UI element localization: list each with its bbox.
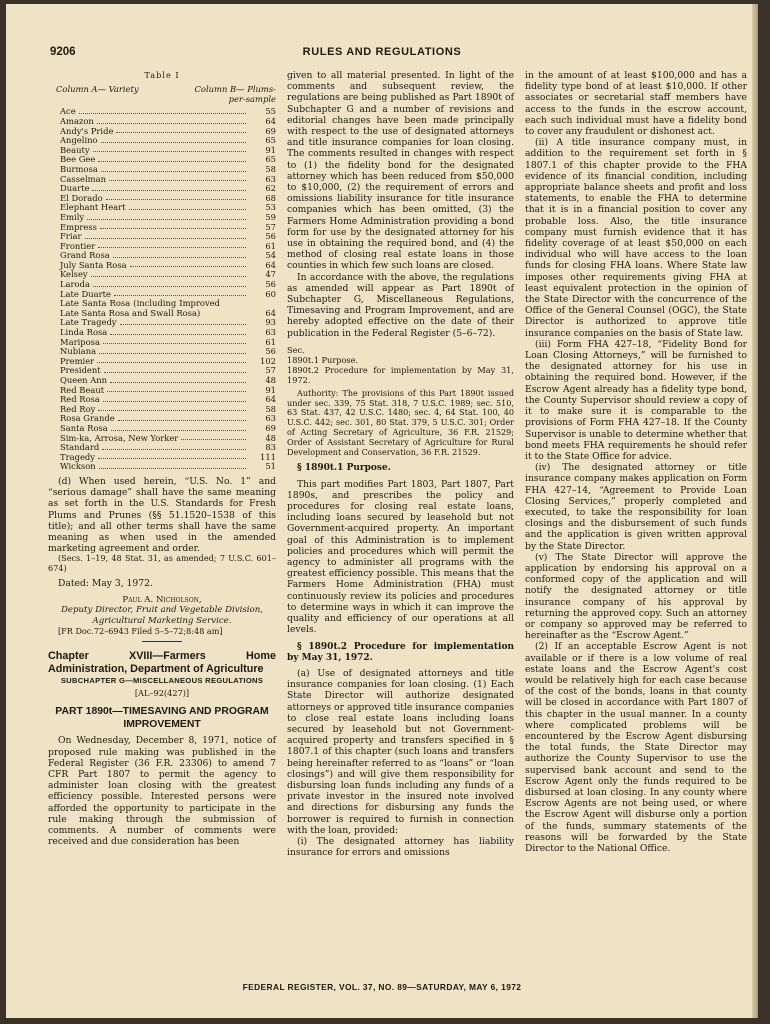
leader-dots	[99, 347, 246, 354]
leader-dots	[103, 338, 246, 345]
variety-cell: Late Santa Rosa (including Improved Late Santa Rosa and Swall Rosa)	[60, 298, 220, 318]
variety-cell: Premier	[60, 355, 95, 366]
variety-cell: Burmosa	[60, 163, 98, 174]
leader-dots	[93, 146, 246, 153]
plums-cell: 56	[265, 231, 276, 242]
preamble-continued: given to all material presented. In light of the comments and subsequent review, the regulations are being published as Part 1890t of Subchapter G and a number of revisions and editorial changes have been made principally with respect to the use of designated attorneys and title insurance companies for loan closing. The comments resulted in changes with respect to (1) the fidelity bond for the designated attorney which has been reduced from $50,000 to $10,000, (2) the requirement of errors and omissions liability insurance for title insurance companies which has been omitted, (3) the Farmers Home Administration providing a bond form for use by the designated attorney for his use in obtaining the required bond, and (4) the method of closing real estate loans in those counties in which few such loans are closed.	[287, 70, 514, 272]
page-number: 9206	[50, 46, 76, 58]
toc-item-1: 1890t.1 Purpose.	[287, 354, 359, 365]
table-title: Table I	[144, 70, 180, 80]
plums-cell: 102	[260, 355, 276, 366]
statutory-citation: (Secs. 1–19, 48 Stat. 31, as amended; 7 U.S.C. 601–674)	[48, 553, 276, 573]
leader-dots	[97, 117, 246, 124]
signer-name: Paul A. Nicholson,	[122, 594, 202, 605]
plums-cell: 62	[265, 183, 276, 194]
leader-dots	[129, 203, 246, 210]
plums-cell: 64	[265, 394, 276, 405]
page-footer: FEDERAL REGISTER, VOL. 37, NO. 89—SATURDAY, MAY 6, 1972	[242, 982, 522, 992]
plums-cell: 57	[265, 221, 276, 232]
leader-dots	[87, 213, 246, 220]
leader-dots	[79, 107, 246, 114]
table-header	[48, 85, 276, 104]
plums-cell: 61	[265, 336, 276, 347]
plums-cell: 69	[265, 422, 276, 433]
variety-cell: Empress	[60, 221, 97, 232]
para-iii: (iii) Form FHA 427–18, “Fidelity Bond for Loan Closing Attorneys,” will be furnished to the designated attorney for his use in obtaining the required bond. However, if the Escrow Agent already has a fidelity type bond, the County Supervisor should review a copy of it to make sure it is comparable to the provisions of Form FHA 427–18. If the County Supervisor is unable to determine whether that bond meets FHA requirements he should refer it to the State Office for advice.	[525, 338, 747, 462]
leader-dots	[101, 165, 246, 172]
adoption-paragraph: In accordance with the above, the regulations as amended will appear as Part 1890t of Subchapter G, Miscellaneous Regulations, Timesaving and Program Improvement, and are hereby adopted effective on the date of their publication in the Federal Register (5–6–72).	[287, 271, 514, 339]
leader-dots	[102, 443, 246, 450]
leader-dots	[100, 223, 246, 230]
plums-cell: 64	[265, 307, 276, 318]
variety-cell: Ace	[60, 106, 76, 117]
variety-cell: Casselman	[60, 173, 106, 184]
chapter-heading: Chapter XVIII—Farmers Home Administration, Department of Agriculture	[48, 650, 276, 676]
fr-doc-line: [FR Doc.72–6943 Filed 5–5–72;8:48 am]	[58, 625, 223, 636]
plums-cell: 63	[265, 327, 276, 338]
variety-cell: Linda Rosa	[60, 327, 108, 338]
leader-dots	[104, 366, 246, 373]
column-2	[287, 70, 514, 858]
plums-cell: 56	[265, 279, 276, 290]
dated-line: Dated: May 3, 1972.	[58, 577, 153, 589]
leader-dots	[111, 424, 246, 431]
para-2: (2) If an acceptable Escrow Agent is not available or if there is a low volume of real estate loans and the Escrow Agent's cost would be relatively high for each case because of the cost of the bonds, loans in that county will be closed in accordance with Part 1807 of this chapter in the usual manner. In a county where complicated problems will be encountered by the Escrow Agent disbursing the total funds, the State Director may authorize the County Supervisor to use the supervised bank account and send to the Escrow Agent only the funds required to be disbursed at loan closing. In any county where Escrow Agents are not being used, or where the Escrow Agent will disburse only a portion of the funds, summary statements of the reasons will be forwarded by the State Director to the National Office.	[525, 641, 747, 855]
variety-cell: July Santa Rosa	[60, 259, 127, 270]
section-2-heading: § 1890t.2 Procedure for implementation by May 31, 1972.	[287, 641, 514, 663]
plums-cell: 58	[265, 403, 276, 414]
page-fold-shadow	[752, 4, 758, 1018]
variety-cell: Red Beaut	[60, 384, 105, 395]
variety-cell: Andy's Pride	[60, 125, 114, 136]
section-2-para-i: (i) The designated attorney has liability insurance for errors and omissions	[287, 835, 514, 859]
variety-cell: Standard	[60, 442, 100, 453]
leader-dots	[113, 251, 246, 258]
plums-cell: 64	[265, 115, 276, 126]
plums-cell: 65	[265, 135, 276, 146]
leader-dots	[116, 127, 246, 134]
section-1-body: This part modifies Part 1803, Part 1807, Part 1890s, and prescribes the policy and procedures for closing real estate loans, including loans secured by leasehold but not Government-acquired property. An important goal of this Administration is to implement policies and procedures which will permit the agency to administer all programs with the greatest efficiency possible. This means that the Farmers Home Administration (FHA) must continuously review its policies and procedures to determine ways in which it can improve the quality and efficiency of our operations at all levels.	[287, 478, 514, 636]
leader-dots	[98, 405, 246, 412]
variety-cell: Friar	[60, 231, 82, 242]
variety-cell: Amazon	[60, 115, 94, 126]
variety-cell: Wickson	[60, 461, 96, 472]
plums-cell: 64	[265, 259, 276, 270]
table-row	[48, 462, 276, 472]
plums-cell: 91	[265, 384, 276, 395]
toc-sec-label: Sec.	[287, 344, 305, 355]
variety-cell: El Dorado	[60, 192, 103, 203]
plums-cell: 91	[265, 144, 276, 155]
plums-cell: 60	[265, 288, 276, 299]
plums-cell: 54	[265, 250, 276, 261]
variety-cell: Duarte	[60, 183, 90, 194]
leader-dots	[98, 453, 246, 460]
leader-dots	[130, 261, 246, 268]
table-col-a-header: Column A— Variety	[56, 84, 139, 95]
table-col-b-header: Column B— Plums-per-sample	[194, 84, 276, 104]
page-header	[6, 46, 758, 62]
variety-cell: Grand Rosa	[60, 250, 110, 261]
variety-cell: Emily	[60, 211, 85, 222]
plums-cell: 48	[265, 375, 276, 386]
authority-paragraph: Authority: The provisions of this Part 1890t issued under sec. 339, 75 Stat. 318, 7 U.S.C. 1989; sec. 510, 63 Stat. 437, 42 U.S.C. 1480; sec. 4, 64 Stat. 100, 40 U.S.C. 442; sec. 301, 80 Stat. 379, 5 U.S.C. 301; Order of Acting Secretary of Agriculture, 36 F.R. 21529; Order of Assistant Secretary of Agriculture for Rural Development and Conservation, 36 F.R. 21529.	[287, 387, 514, 457]
leader-dots	[103, 395, 246, 402]
plums-cell: 63	[265, 173, 276, 184]
para-ii: (ii) A title insurance company must, in addition to the requirement set forth in § 1807.1 of this chapter provide to the FHA evidence of its financial condition, including appropriate balance sheets and profit and loss statements, to enable the FHA to determine that it is in a financial position to cover any probable loss. Also, the title insurance company must furnish evidence that it has fidelity coverage of at least $50,000 on each individual who will have access to the loan funds for closing FHA loans. Where State law imposes other requirements giving FHA at least equivalent protection in the opinion of the State Director with the concurrence of the Office of the General Counsel (OGC), the State Director is authorized to approve title insurance companies on the basis of State law.	[525, 137, 747, 339]
variety-cell: Sim-ka, Arrosa, New Yorker	[60, 432, 179, 443]
variety-cell: Bee Gee	[60, 154, 96, 165]
plums-cell: 68	[265, 192, 276, 203]
leader-dots	[101, 136, 246, 143]
subchapter-heading: SUBCHAPTER G—MISCELLANEOUS REGULATIONS	[60, 676, 264, 686]
leader-dots	[98, 242, 246, 249]
variety-cell: Kelsey	[60, 269, 88, 280]
variety-cell: Late Tragedy	[60, 317, 117, 328]
variety-cell: Beauty	[60, 144, 90, 155]
plums-cell: 56	[265, 346, 276, 357]
column-3	[525, 70, 747, 854]
para-i-continued: in the amount of at least $100,000 and has a fidelity type bond of at least $10,000. If other associates or secretarial staff members have access to the funds in the escrow account, each such individual must have a fidelity bond to cover any fraudulent or dishonest act.	[525, 70, 747, 138]
part-heading: PART 1890t—TIMESAVING AND PROGRAM IMPROVEMENT	[55, 706, 269, 731]
variety-cell: Nubiana	[60, 346, 97, 357]
document-page	[6, 4, 758, 1018]
section-divider	[142, 641, 182, 642]
variety-cell: Rosa Grande	[60, 413, 115, 424]
para-iv: (iv) The designated attorney or title insurance company makes application on Form FHA 427–14, “Agreement to Provide Loan Closing Services,” properly completed and executed, to take the responsibility for loan closings and the disbursement of such funds and the application is given written approval by the State Director.	[525, 462, 747, 552]
variety-cell: Frontier	[60, 240, 96, 251]
plums-cell: 55	[265, 106, 276, 117]
plums-cell: 83	[265, 442, 276, 453]
plums-cell: 61	[265, 240, 276, 251]
leader-dots	[107, 386, 246, 393]
variety-cell: Angelino	[60, 135, 98, 146]
paragraph-d: (d) When used herein, “U.S. No. 1” and “serious damage” shall have the same meaning as set forth in the U.S. Standards for Fresh Plums and Prunes (§§ 51.1520–1538 of this title); and all other terms shall have the same meaning as when used in the amended marketing agreement and order.	[48, 475, 276, 555]
plums-cell: 57	[265, 365, 276, 376]
section-2-para-a: (a) Use of designated attorneys and title insurance companies for loan closing. (1) Each State Director will authorize designated attorneys or approved title insurance companies to close real estate loans including loans secured by leasehold but not Government-acquired property and transfers specified in § 1807.1 of this chapter (such loans and transfers being hereinafter referred to as “loans” or “loan closings”) and will give them responsibility for disbursing loan funds including any funds of a private investor in the insured note involved and directions for disbursing any funds the borrower is required to furnish in connection with the loan, provided:	[287, 667, 514, 836]
leader-dots	[110, 328, 246, 335]
signature-block	[48, 595, 276, 626]
para-v: (v) The State Director will approve the application by endorsing his approval on a conformed copy of the application and will notify the designated attorney or title insurance company of his approval by returning the approved copy. Such an attorney or company so approved may be referred to hereinafter as the “Escrow Agent.”	[525, 551, 747, 642]
leader-dots	[110, 376, 246, 383]
docket-number: [AL–92(427)]	[134, 688, 190, 699]
variety-cell: Laroda	[60, 279, 90, 290]
leader-dots	[99, 462, 246, 469]
plums-cell: 93	[265, 317, 276, 328]
plums-cell: 53	[265, 202, 276, 213]
leader-dots	[93, 280, 246, 287]
variety-cell: Mariposa	[60, 336, 100, 347]
plums-cell: 65	[265, 154, 276, 165]
signer-title: Deputy Director, Fruit and Vegetable Division, Agricultural Marketing Service.	[61, 605, 263, 626]
leader-dots	[120, 318, 246, 325]
section-table-of-contents	[287, 345, 514, 385]
variety-cell: Elephant Heart	[60, 202, 126, 213]
variety-cell: Santa Rosa	[60, 422, 108, 433]
preamble-paragraph: On Wednesday, December 8, 1971, notice of proposed rule making was published in the Federal Register (36 F.R. 23306) to amend 7 CFR Part 1807 to permit the agency to administer loan closing with the greatest efficiency possible. Interested persons were afforded the opportunity to participate in the rule making through the submission of comments. A number of comments were received and due consideration has been	[48, 735, 276, 848]
leader-dots	[85, 232, 247, 239]
leader-dots	[91, 270, 246, 277]
leader-dots	[106, 194, 246, 201]
plums-cell: 59	[265, 211, 276, 222]
page-title: RULES AND REGULATIONS	[302, 46, 462, 58]
plums-cell: 69	[265, 125, 276, 136]
leader-dots	[92, 184, 246, 191]
variety-cell: Tragedy	[60, 451, 95, 462]
variety-cell: Red Rosa	[60, 394, 100, 405]
leader-dots	[97, 357, 246, 364]
table-body	[48, 107, 276, 472]
plums-cell: 111	[260, 451, 276, 462]
leader-dots	[114, 290, 246, 297]
leader-dots	[118, 414, 246, 421]
leader-dots	[98, 155, 246, 162]
toc-item-2: 1890t.2 Procedure for implementation by May 31, 1972.	[287, 364, 514, 385]
variety-cell: President	[60, 365, 101, 376]
plums-cell: 51	[265, 461, 276, 472]
column-1	[48, 70, 276, 847]
variety-cell: Late Duarte	[60, 288, 111, 299]
variety-cell: Queen Ann	[60, 375, 108, 386]
plums-cell: 58	[265, 163, 276, 174]
plums-cell: 48	[265, 432, 276, 443]
section-1-heading: § 1890t.1 Purpose.	[297, 463, 391, 474]
leader-dots	[181, 434, 246, 441]
variety-cell: Red Roy	[60, 403, 96, 414]
plums-cell: 47	[265, 269, 276, 280]
plums-cell: 63	[265, 413, 276, 424]
table-row	[48, 223, 276, 233]
table-row	[48, 299, 276, 318]
leader-dots	[109, 175, 246, 182]
